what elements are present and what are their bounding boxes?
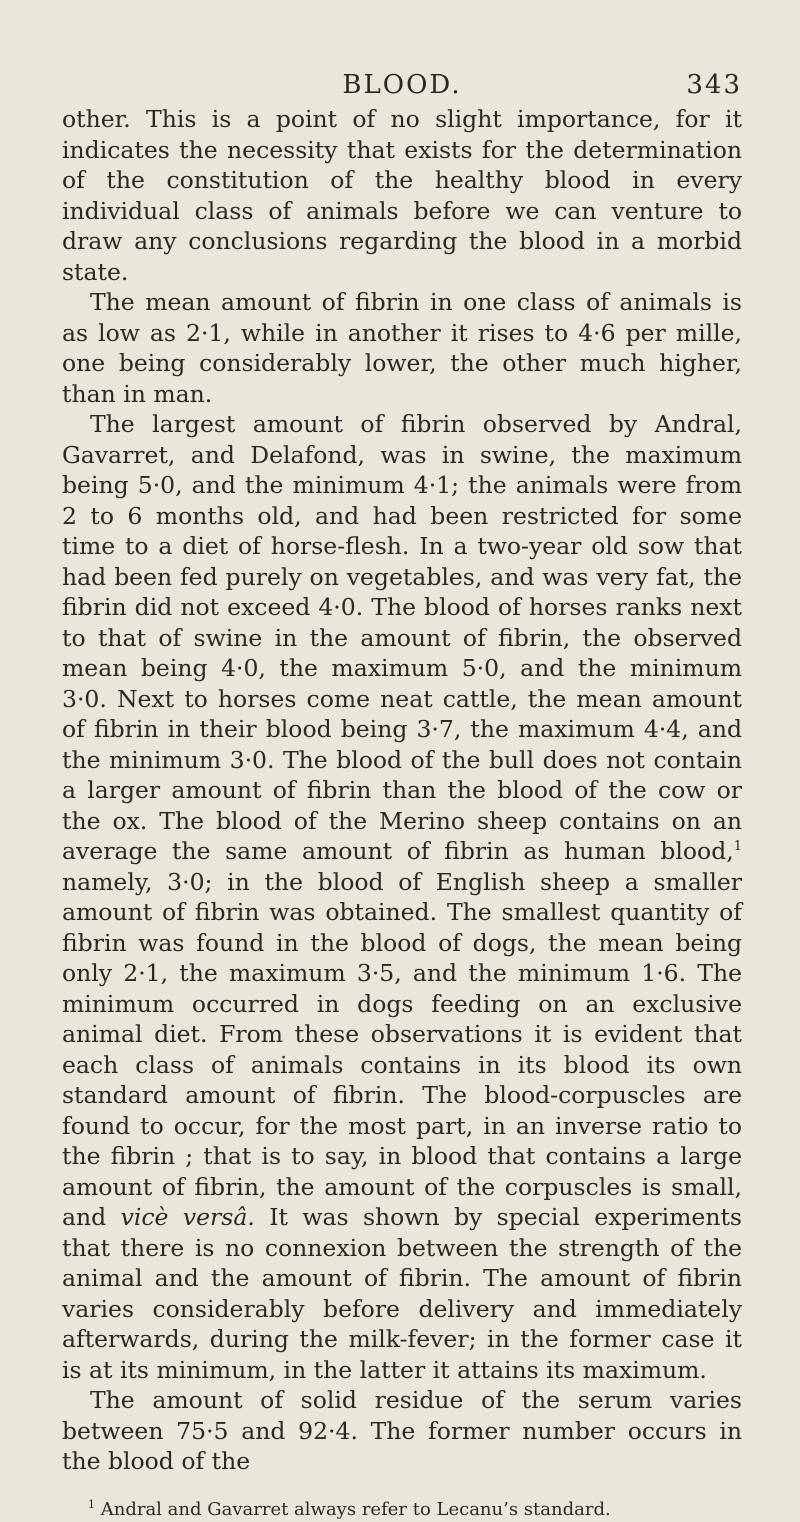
paragraph: The mean amount of fibrin in one class of animals is as low as 2·1, while in another it rises to 4·6 per mille, one being considerably lower, the other much higher, than in man. (62, 288, 742, 408)
paragraph (62, 409, 742, 1385)
paragraph: The amount of solid residue of the serum varies between 75·5 and 92·4. The former number occurs in the blood of the (62, 1386, 742, 1475)
footnote-marker: 1 (88, 1497, 95, 1511)
italic-phrase: vicè versâ. (120, 1203, 255, 1231)
running-header (62, 0, 742, 104)
footnote (62, 1493, 742, 1522)
paragraph-continuation: other. This is a point of no slight importance, for it indicates the necessity that exists for the determination of the constitution of the healthy blood in every individual class of animals before we can venture to draw any conclusions regarding the blood in a morbid state. (62, 105, 742, 286)
body-text (62, 104, 742, 1477)
running-title: BLOOD. (342, 70, 462, 100)
footnote-text: Andral and Gavarret always refer to Lecanu’s standard. (100, 1498, 611, 1520)
paragraph-text: The largest amount of fibrin observed by Andral, Gavarret, and Delafond, was in swine, the maximum being 5·0, and the minimum 4·1; the animals were from 2 to 6 months old, and had been restricted for some time to a diet of horse-flesh. In a two-year old sow that had been fed purely on vegetables, and was very fat, the fibrin did not exceed 4·0. The blood of horses ranks next to that of swine in the amount of fibrin, the observed mean being 4·0, the maximum 5·0, and the minimum 3·0. Next to horses come neat cattle, the mean amount of fibrin in their blood being 3·7, the maximum 4·4, and the minimum 3·0. The blood of the bull does not contain a larger amount of fibrin than the blood of the cow or the ox. The blood of the Merino sheep contains on an average the same amount of fibrin as human blood, (62, 410, 742, 865)
paragraph-text: It was shown by special experiments that there is no connexion between the strength of the animal and the amount of fibrin. The amount of fibrin varies considerably before delivery and immediately afterwards, during the milk-fever; in the former case it is at its minimum, in the latter it attains its maximum. (62, 1203, 742, 1384)
book-page (62, 0, 742, 1522)
footnote-reference: 1 (733, 839, 742, 855)
page-number: 343 (686, 70, 742, 100)
paragraph-text: namely, 3·0; in the blood of English sheep a smaller amount of fibrin was obtained. The smallest quantity of fibrin was found in the blood of dogs, the mean being only 2·1, the maximum 3·5, and the minimum 1·6. The minimum occurred in dogs feeding on an exclusive animal diet. From these observations it is evident that each class of animals contains in its blood its own standard amount of fibrin. The blood-corpuscles are found to occur, for the most part, in an inverse ratio to the fibrin ; that is to say, in blood that contains a large amount of fibrin, the amount of the corpuscles is small, and (62, 867, 742, 1231)
